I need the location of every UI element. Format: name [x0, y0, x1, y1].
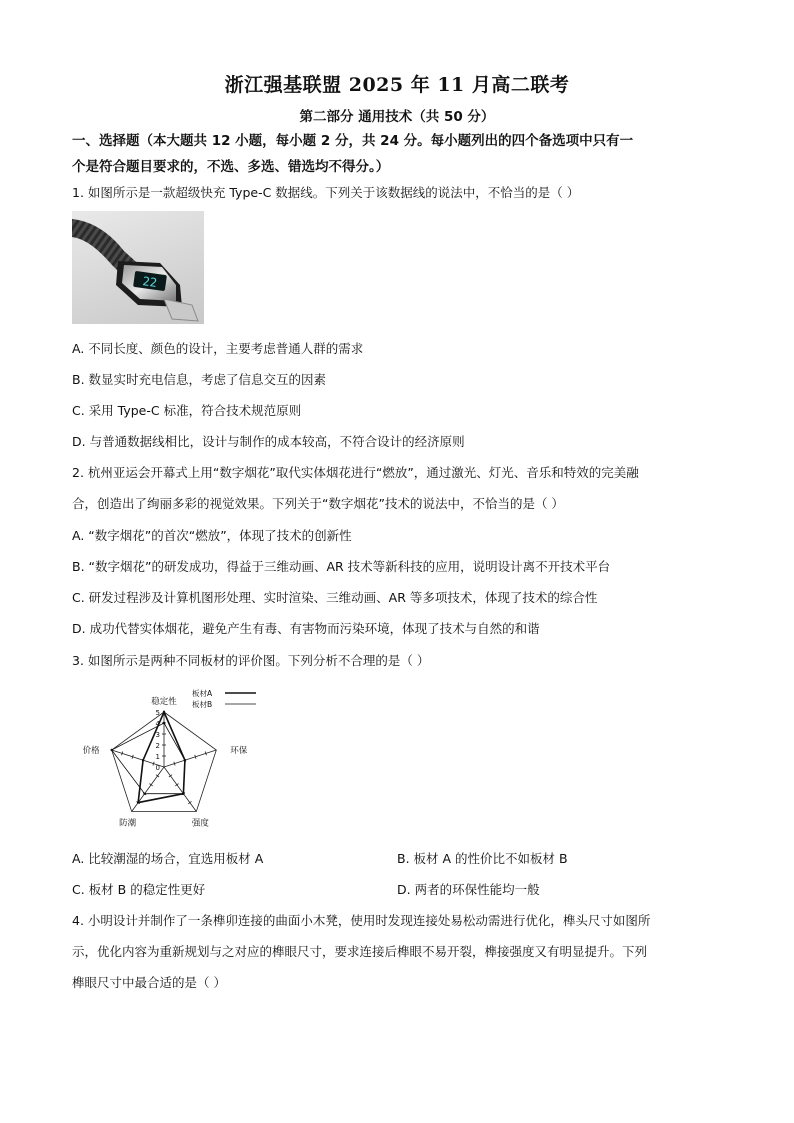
- q2-option-d: D. 成功代替实体烟花，避免产生有毒、有害物而污染环境，体现了技术与自然的和谐: [72, 621, 540, 636]
- radar-axis-label: 价格: [82, 746, 100, 757]
- radar-tick-mark: [149, 784, 152, 786]
- q1-option-d: D. 与普通数据线相比，设计与制作的成本较高，不符合设计的经济原则: [72, 434, 465, 449]
- radar-legend-label: 板材B: [192, 700, 213, 709]
- radar-legend: [192, 688, 256, 709]
- radar-tick-mark: [156, 775, 159, 777]
- radar-spoke: [164, 767, 196, 811]
- radar-tick-label: 2: [155, 742, 160, 750]
- radar-tick-label: 4: [155, 720, 160, 728]
- q4-stem-line-3: 榫眼尺寸中最合适的是（ ）: [72, 975, 226, 990]
- radar-point: [143, 792, 145, 794]
- q4-stem-line-2: 示，优化内容为重新规划与之对应的榫眼尺寸，要求连接后榫眼不易开裂，榫接强度又有明显提升。下列: [72, 944, 648, 959]
- q2-option-b: B. “数字烟花”的研发成功，得益于三维动画、AR 技术等新科技的应用，说明设计离不开技术平台: [72, 559, 611, 574]
- radar-point: [163, 722, 165, 724]
- radar-point: [182, 792, 184, 794]
- q1-option-c: C. 采用 Type-C 标准，符合技术规范原则: [72, 403, 302, 418]
- radar-tick-label: 3: [155, 731, 160, 739]
- section-heading: [72, 128, 727, 180]
- q1-stem: 1. 如图所示是一款超级快充 Type-C 数据线。下列关于该数据线的说法中，不恰当的是（ ）: [72, 185, 580, 200]
- usb-c-cable-photo: [72, 211, 204, 324]
- q1-option-b: B. 数显实时充电信息，考虑了信息交互的因素: [72, 372, 327, 387]
- q3-option-b: B. 板材 A 的性价比不如板材 B: [397, 851, 568, 866]
- section-heading-line-2: 个是符合题目要求的，不选、多选、错选均不得分。）: [72, 159, 390, 175]
- q3-option-d: D. 两者的环保性能均一般: [397, 882, 540, 897]
- radar-point: [110, 749, 112, 751]
- radar-grid: [112, 709, 217, 811]
- usb-c-cable-illustration: [72, 211, 204, 324]
- radar-tick-label: 0: [155, 764, 160, 772]
- q2-option-a: A. “数字烟花”的首次“燃放”，体现了技术的创新性: [72, 528, 352, 543]
- radar-point: [184, 759, 186, 761]
- q2-stem-line-2: 合，创造出了绚丽多彩的视觉效果。下列关于“数字烟花”技术的说法中，不恰当的是（ ）: [72, 496, 564, 511]
- radar-axis-label: 稳定性: [151, 697, 177, 707]
- radar-axis-label: 环保: [230, 746, 248, 757]
- radar-tick-label: 5: [155, 709, 160, 717]
- radar-axis-label: 强度: [191, 818, 209, 829]
- radar-tick-mark: [188, 801, 191, 803]
- radar-tick-mark: [175, 784, 178, 786]
- q2-option-c: C. 研发过程涉及计算机图形处理、实时渲染、三维动画、AR 等多项技术，体现了技术的综合性: [72, 590, 598, 605]
- radar-spoke: [132, 767, 164, 811]
- q1-option-a: A. 不同长度、颜色的设计，主要考虑普通人群的需求: [72, 341, 364, 356]
- board-evaluation-radar-chart: [72, 685, 272, 835]
- section-heading-line-1: 一、选择题（本大题共 12 小题，每小题 2 分，共 24 分。每小题列出的四个备选项中只有一: [72, 133, 634, 149]
- radar-axis-label: 防潮: [119, 818, 137, 829]
- q2-stem-line-1: 2. 杭州亚运会开幕式上用“数字烟花”取代实体烟花进行“燃放”，通过激光、灯光、音乐和特效的完美融: [72, 465, 639, 480]
- radar-point: [137, 801, 139, 803]
- radar-point: [142, 759, 144, 761]
- display-reading: 22: [141, 274, 158, 290]
- radar-legend-label: 板材A: [192, 689, 213, 698]
- q3-stem: 3. 如图所示是两种不同板材的评价图。下列分析不合理的是（ ）: [72, 653, 430, 668]
- type-c-plug: [164, 299, 198, 321]
- radar-point: [163, 711, 165, 713]
- exam-subtitle: 第二部分 通用技术（共 50 分）: [299, 109, 495, 125]
- exam-title: 浙江强基联盟 2025 年 11 月高二联考: [224, 74, 570, 96]
- q4-stem-line-1: 4. 小明设计并制作了一条榫卯连接的曲面小木凳，使用时发现连接处易松动需进行优化，榫头尺寸如图所: [72, 913, 651, 928]
- radar-spoke: [164, 750, 216, 767]
- q3-option-a: A. 比较潮湿的场合，宜选用板材 A: [72, 851, 264, 866]
- radar-tick-mark: [169, 775, 172, 777]
- radar-series: [110, 711, 186, 804]
- q3-option-c: C. 板材 B 的稳定性更好: [72, 882, 206, 897]
- radar-tick-label: 1: [155, 753, 160, 761]
